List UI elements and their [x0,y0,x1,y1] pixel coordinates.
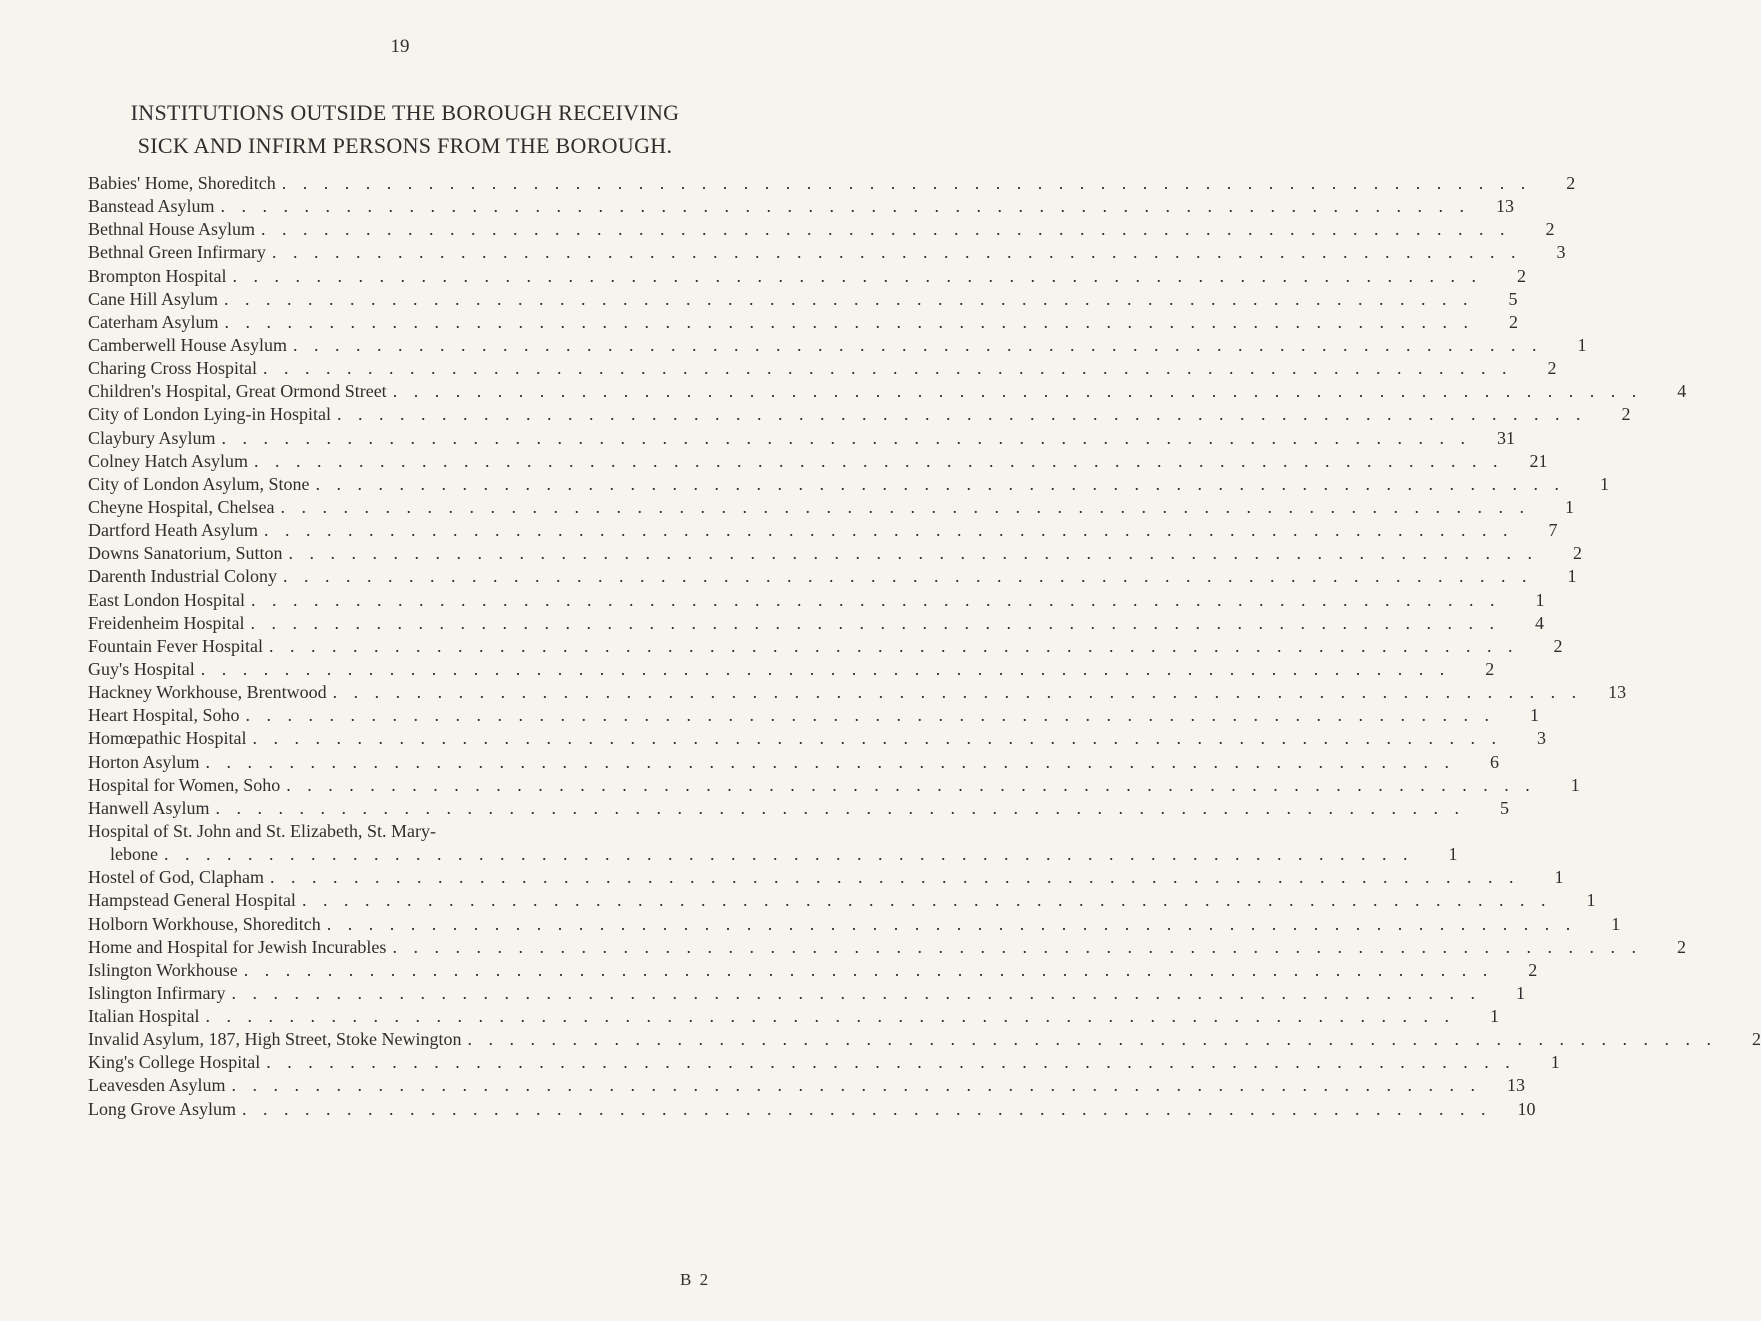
leader-dots: . . . . . . . . . . . . . . . . . . . . . . . . . . . . . . . . . . . . . . . . . . . . . . . . . . . . . . . . . . . . [215,797,1465,818]
patient-count: 1 [1611,913,1621,934]
leader-dots: . . . . . . . . . . . . . . . . . . . . . . . . . . . . . . . . . . . . . . . . . . . . . . . . . . . . . . . . . . . . [220,196,1470,217]
patient-count: 1 [1529,705,1539,726]
institution-name: Brompton Hospital [88,265,227,286]
patient-count: 1 [1567,566,1577,587]
leader-dots: . . . . . . . . . . . . . . . . . . . . . . . . . . . . . . . . . . . . . . . . . . . . . . . . . . . . . . . . . . . . [221,427,1472,448]
list-item [88,334,1587,357]
institution-name: Hospital of St. John and St. Elizabeth, St. Mary- [88,820,436,841]
institution-name: Hackney Workhouse, Brentwood [88,682,327,703]
leader-dots: . . . . . . . . . . . . . . . . . . . . . . . . . . . . . . . . . . . . . . . . . . . . . . . . . . . . . . . . . . . . [292,334,1543,355]
list-item [88,357,1557,380]
institution-name: Charing Cross Hospital [88,358,257,379]
institution-name: Dartford Heath Asylum [88,520,258,541]
list-item [88,774,1580,797]
list-item [88,473,1610,496]
institution-name: City of London Lying-in Hospital [88,404,331,425]
patient-count: 7 [1548,520,1558,541]
patient-count: 1 [1515,982,1525,1003]
leader-dots: . . . . . . . . . . . . . . . . . . . . . . . . . . . . . . . . . . . . . . . . . . . . . . . . . . . . . . . . . . . . [281,173,1532,193]
institution-name: Islington Workhouse [88,959,238,980]
list-item [88,427,1516,450]
list-item [88,681,1627,704]
institution-name: Cheyne Hospital, Chelsea [88,496,275,517]
institution-name: Long Grove Asylum [88,1098,236,1119]
patient-count: 2 [1676,936,1686,957]
list-item [88,1074,1525,1097]
list-item [88,288,1518,311]
list-item [88,241,1566,264]
list-item [88,612,1544,635]
patient-count: 1 [1600,473,1610,494]
institution-name: Horton Asylum [88,751,200,772]
institution-name: Italian Hospital [88,1006,200,1027]
list-item [88,889,1596,912]
patient-count: 10 [1517,1098,1536,1119]
institution-name: Leavesden Asylum [88,1075,226,1096]
patient-count: 2 [1545,219,1555,240]
institution-name: Hospital for Women, Soho [88,774,281,795]
patient-count: 1 [1489,1006,1499,1027]
patient-count: 2 [1485,658,1495,679]
list-item [88,959,1538,982]
list-item [88,982,1525,1005]
list-item [88,380,1687,403]
patient-count: 2 [1621,404,1631,425]
list-item [88,704,1539,727]
leader-dots: . . . . . . . . . . . . . . . . . . . . . . . . . . . . . . . . . . . . . . . . . . . . . . . . . . . . . . . . . . . . [163,844,1414,865]
list-item [88,311,1518,334]
leader-dots: . . . . . . . . . . . . . . . . . . . . . . . . . . . . . . . . . . . . . . . . . . . . . . . . . . . . . . . . . . . . [263,358,1513,379]
list-item [88,218,1555,241]
list-item [88,265,1526,288]
leader-dots: . . . . . . . . . . . . . . . . . . . . . . . . . . . . . . . . . . . . . . . . . . . . . . . . . . . . . . . . . . . . [205,1006,1455,1027]
institution-name: Babies' Home, Shoreditch [88,173,276,193]
institution-name-continued: lebone [110,844,158,865]
leader-dots: . . . . . . . . . . . . . . . . . . . . . . . . . . . . . . . . . . . . . . . . . . . . . . . . . . . . . . . . . . . . [250,589,1501,610]
leader-dots: . . . . . . . . . . . . . . . . . . . . . . . . . . . . . . . . . . . . . . . . . . . . . . . . . . . . . . . . . . . . [269,867,1520,888]
patient-count: 31 [1497,427,1516,448]
leader-dots: . . . . . . . . . . . . . . . . . . . . . . . . . . . . . . . . . . . . . . . . . . . . . . . . . . . . . . . . . . . . [242,1098,1492,1119]
institution-name: Holborn Workhouse, Shoreditch [88,913,321,934]
patient-count: 5 [1500,797,1509,818]
leader-dots: . . . . . . . . . . . . . . . . . . . . . . . . . . . . . . . . . . . . . . . . . . . . . . . . . . . . . . . . . . . . [392,381,1643,402]
leader-dots: . . . . . . . . . . . . . . . . . . . . . . . . . . . . . . . . . . . . . . . . . . . . . . . . . . . . . . . . . . . . [231,1075,1481,1096]
patient-count: 1 [1448,844,1458,865]
institution-name: Hanwell Asylum [88,797,210,818]
list-item [88,1005,1499,1028]
patient-count: 2 [1508,311,1518,332]
institution-name: King's College Hospital [88,1052,261,1073]
leader-dots: . . . . . . . . . . . . . . . . . . . . . . . . . . . . . . . . . . . . . . . . . . . . . . . . . . . . . . . . . . . . [261,219,1511,240]
patient-count: 1 [1550,1052,1560,1073]
patient-count: 1 [1570,774,1580,795]
list-item [88,172,1576,195]
list-item [88,542,1583,565]
leader-dots: . . . . . . . . . . . . . . . . . . . . . . . . . . . . . . . . . . . . . . . . . . . . . . . . . . . . . . . . . . . . [231,982,1481,1003]
patient-count: 1 [1586,890,1596,911]
patient-count: 21 [1529,450,1548,471]
institution-name: Camberwell House Asylum [88,334,287,355]
list-item [88,519,1558,542]
institution-name: Banstead Asylum [88,196,215,217]
leader-dots: . . . . . . . . . . . . . . . . . . . . . . . . . . . . . . . . . . . . . . . . . . . . . . . . . . . . . . . . . . . . [263,520,1514,541]
patient-count: 2 [1528,959,1538,980]
institution-name: Guy's Hospital [88,658,195,679]
patient-count: 3 [1556,242,1566,263]
institution-name: Invalid Asylum, 187, High Street, Stoke Newington [88,1029,462,1050]
leader-dots: . . . . . . . . . . . . . . . . . . . . . . . . . . . . . . . . . . . . . . . . . . . . . . . . . . . . . . . . . . . . [254,450,1504,471]
patient-count: 1 [1577,334,1587,355]
list-item [88,450,1548,473]
leader-dots: . . . . . . . . . . . . . . . . . . . . . . . . . . . . . . . . . . . . . . . . . . . . . . . . . . . . . . . . . . . . [326,913,1577,934]
title-line-1: INSTITUTIONS OUTSIDE THE BOROUGH RECEIVING [130,100,680,125]
leader-dots: . . . . . . . . . . . . . . . . . . . . . . . . . . . . . . . . . . . . . . . . . . . . . . . . . . . . . . . . . . . . [268,635,1519,656]
leader-dots: . . . . . . . . . . . . . . . . . . . . . . . . . . . . . . . . . . . . . . . . . . . . . . . . . . . . . . . . . . . . [250,612,1500,633]
leader-dots: . . . . . . . . . . . . . . . . . . . . . . . . . . . . . . . . . . . . . . . . . . . . . . . . . . . . . . . . . . . . [315,473,1566,494]
leader-dots: . . . . . . . . . . . . . . . . . . . . . . . . . . . . . . . . . . . . . . . . . . . . . . . . . . . . . . . . . . . . [337,404,1587,425]
leader-dots: . . . . . . . . . . . . . . . . . . . . . . . . . . . . . . . . . . . . . . . . . . . . . . . . . . . . . . . . . . . . [301,890,1552,911]
leader-dots: . . . . . . . . . . . . . . . . . . . . . . . . . . . . . . . . . . . . . . . . . . . . . . . . . . . . . . . . . . . . [252,728,1502,749]
leader-dots: . . . . . . . . . . . . . . . . . . . . . . . . . . . . . . . . . . . . . . . . . . . . . . . . . . . . . . . . . . . . [288,543,1539,564]
institution-name: Freidenheim Hospital [88,612,245,633]
leader-dots: . . . . . . . . . . . . . . . . . . . . . . . . . . . . . . . . . . . . . . . . . . . . . . . . . . . . . . . . . . . . [224,288,1474,309]
list-item [88,496,1574,519]
patient-count: 1 [1564,496,1574,517]
page-number: 19 [390,36,410,57]
patient-count: 2 [1573,543,1583,564]
leader-dots: . . . . . . . . . . . . . . . . . . . . . . . . . . . . . . . . . . . . . . . . . . . . . . . . . . . . . . . . . . . . [280,496,1530,517]
leader-dots: . . . . . . . . . . . . . . . . . . . . . . . . . . . . . . . . . . . . . . . . . . . . . . . . . . . . . . . . . . . . [332,682,1583,703]
leader-dots: . . . . . . . . . . . . . . . . . . . . . . . . . . . . . . . . . . . . . . . . . . . . . . . . . . . . . . . . . . . . [224,311,1474,332]
list-item [88,589,1545,612]
institution-name: Hampstead General Hospital [88,890,296,911]
list-item [88,866,1564,889]
institution-name: Downs Sanatorium, Sutton [88,543,283,564]
list-item [88,913,1621,936]
institution-name: Colney Hatch Asylum [88,450,248,471]
leader-dots: . . . . . . . . . . . . . . . . . . . . . . . . . . . . . . . . . . . . . . . . . . . . . . . . . . . . . . . . . . . . [200,658,1451,679]
institution-name: Cane Hill Asylum [88,288,218,309]
list-item [88,658,1495,681]
leader-dots: . . . . . . . . . . . . . . . . . . . . . . . . . . . . . . . . . . . . . . . . . . . . . . . . . . . . . . . . . . . . [205,751,1456,772]
institution-name: Islington Infirmary [88,982,226,1003]
list-item [88,1051,1560,1074]
list-item [88,565,1577,588]
list-item [88,797,1509,820]
institution-name: Bethnal House Asylum [88,219,255,240]
leader-dots: . . . . . . . . . . . . . . . . . . . . . . . . . . . . . . . . . . . . . . . . . . . . . . . . . . . . . . . . . . . . [286,774,1536,795]
institution-name: City of London Asylum, Stone [88,473,310,494]
institution-name: Caterham Asylum [88,311,219,332]
institution-name: Hostel of God, Clapham [88,867,264,888]
printer-signature: B 2 [680,1270,711,1289]
patient-count: 2 [1517,265,1526,286]
leader-dots: . . . . . . . . . . . . . . . . . . . . . . . . . . . . . . . . . . . . . . . . . . . . . . . . . . . . . . . . . . . . [243,959,1494,980]
patient-count: 13 [1496,196,1514,217]
patient-count: 6 [1490,751,1500,772]
title-line-2: SICK AND INFIRM PERSONS FROM THE BOROUGH. [137,133,673,158]
list-item [88,751,1500,774]
patient-count: 4 [1677,381,1687,402]
patient-count: 5 [1508,288,1518,309]
patient-count: 1 [1535,589,1545,610]
institution-name: Home and Hospital for Jewish Incurables [88,936,387,957]
list-item [88,1028,1761,1051]
page-title [60,96,750,162]
patient-count: 2 [1566,173,1576,193]
leader-dots: . . . . . . . . . . . . . . . . . . . . . . . . . . . . . . . . . . . . . . . . . . . . . . . . . . . . . . . . . . . . [266,1052,1516,1073]
patient-count: 2 [1553,635,1563,656]
institution-name: East London Hospital [88,589,245,610]
patient-count: 4 [1534,612,1544,633]
leader-dots: . . . . . . . . . . . . . . . . . . . . . . . . . . . . . . . . . . . . . . . . . . . . . . . . . . . . . . . . . . . . [282,566,1533,587]
patient-count: 13 [1608,682,1627,703]
institution-name: Claybury Asylum [88,427,216,448]
patient-count: 1 [1554,867,1564,888]
institution-name: Homœpathic Hospital [88,728,247,749]
institution-name: Fountain Fever Hospital [88,635,263,656]
list-item [88,1098,1536,1121]
list-item [88,820,720,843]
institution-list [88,172,1761,1121]
list-item [88,195,1514,218]
patient-count: 2 [1547,358,1557,379]
list-item [88,936,1686,959]
leader-dots: . . . . . . . . . . . . . . . . . . . . . . . . . . . . . . . . . . . . . . . . . . . . . . . . . . . . . . . . . . . . [467,1029,1717,1050]
leader-dots: . . . . . . . . . . . . . . . . . . . . . . . . . . . . . . . . . . . . . . . . . . . . . . . . . . . . . . . . . . . . [245,705,1495,726]
patient-count: 13 [1506,1075,1525,1096]
list-item [88,635,1563,658]
list-item [88,727,1546,750]
institution-name: Children's Hospital, Great Ormond Street [88,381,387,402]
leader-dots: . . . . . . . . . . . . . . . . . . . . . . . . . . . . . . . . . . . . . . . . . . . . . . . . . . . . . . . . . . . . [232,265,1482,286]
institution-name: Heart Hospital, Soho [88,705,240,726]
institution-name: Bethnal Green Infirmary [88,242,266,263]
list-item-continuation [88,843,1458,866]
leader-dots: . . . . . . . . . . . . . . . . . . . . . . . . . . . . . . . . . . . . . . . . . . . . . . . . . . . . . . . . . . . . [271,242,1522,263]
leader-dots: . . . . . . . . . . . . . . . . . . . . . . . . . . . . . . . . . . . . . . . . . . . . . . . . . . . . . . . . . . . . [392,936,1642,957]
patient-count: 3 [1536,728,1546,749]
patient-count: 2 [1751,1029,1761,1050]
institution-name: Darenth Industrial Colony [88,566,277,587]
list-item [88,403,1631,426]
